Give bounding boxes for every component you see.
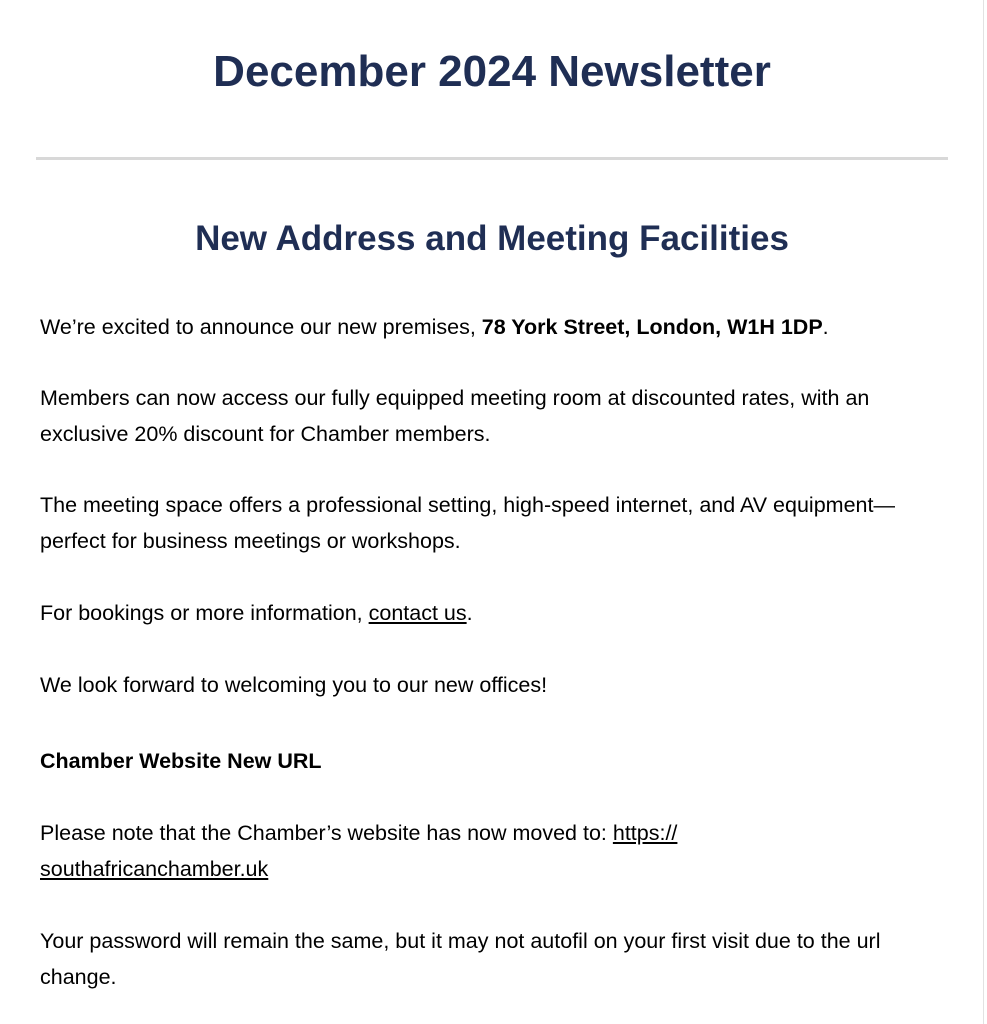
paragraph-meeting-space: The meeting space offers a professional setting, high-speed internet, and AV equipment—perfect for business meetings or workshops.: [40, 493, 895, 553]
website-moved-text: Please note that the Chamber’s website has now moved to:: [40, 821, 613, 845]
bookings-period: .: [466, 601, 473, 625]
paragraph-meeting-room-discount: Members can now access our fully equipped meeting room at discounted rates, with an exclusive 20% discount for Chamber members.: [40, 386, 870, 446]
section-heading-new-address: New Address and Meeting Facilities: [195, 219, 789, 258]
contact-us-link[interactable]: contact us: [368, 601, 467, 625]
bookings-text: For bookings or more information,: [40, 601, 369, 625]
website-url-part1: https://: [612, 821, 678, 845]
paragraph-welcome: We look forward to welcoming you to our new offices!: [40, 673, 548, 697]
new-address-text: 78 York Street, London, W1H 1DP: [481, 315, 823, 339]
section-heading-website-url: Chamber Website New URL: [40, 749, 322, 773]
paragraph-bookings: [40, 595, 950, 631]
new-premises-period: .: [822, 315, 829, 339]
website-url-part2: southafricanchamber.uk: [40, 857, 269, 881]
title-divider: [36, 157, 948, 160]
new-premises-text: We’re excited to announce our new premises,: [40, 315, 482, 339]
paragraph-password-note: Your password will remain the same, but it may not autofil on your first visit due to the url change.: [40, 929, 881, 989]
paragraph-new-premises: [40, 309, 950, 345]
newsletter-title: December 2024 Newsletter: [213, 47, 771, 96]
paragraph-website-moved: [40, 815, 950, 887]
